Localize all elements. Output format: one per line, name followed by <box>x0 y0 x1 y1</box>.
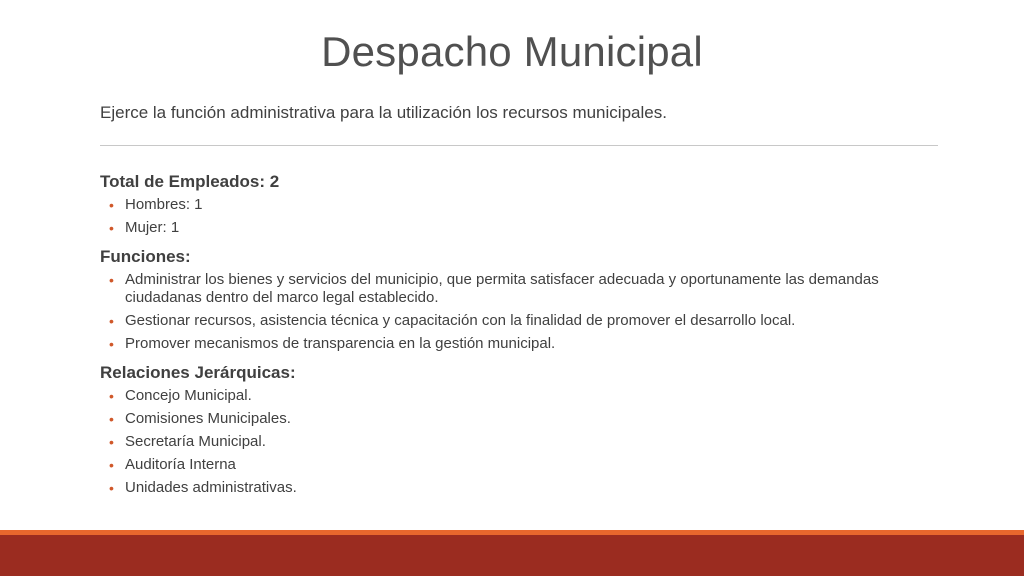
list-item-text: Unidades administrativas. <box>125 479 297 496</box>
bullet-icon: • <box>109 313 114 329</box>
slide-title: Despacho Municipal <box>321 28 703 75</box>
list-item <box>100 196 900 214</box>
bullet-icon: • <box>109 480 114 496</box>
list-item-text: Mujer: 1 <box>125 219 180 236</box>
section-heading: Total de Empleados: 2 <box>100 172 280 191</box>
list-item <box>100 271 900 307</box>
section-employees <box>100 171 900 237</box>
bullet-icon: • <box>109 272 114 288</box>
bullet-icon: • <box>109 434 114 450</box>
section-functions <box>100 246 900 353</box>
list-item-text: Secretaría Municipal. <box>125 433 266 450</box>
bullet-icon: • <box>109 336 114 352</box>
list-item-text: Comisiones Municipales. <box>125 410 291 427</box>
list-item <box>100 410 900 428</box>
bullet-icon: • <box>109 457 114 473</box>
divider-line <box>100 145 938 146</box>
list-item <box>100 387 900 405</box>
list-item-text: Concejo Municipal. <box>125 387 252 404</box>
bullet-icon: • <box>109 197 114 213</box>
bullet-icon: • <box>109 388 114 404</box>
bullet-icon: • <box>109 220 114 236</box>
list-item-text: Promover mecanismos de transparencia en la gestión municipal. <box>125 335 556 352</box>
list-item <box>100 312 900 330</box>
list-item-text: Administrar los bienes y servicios del municipio, que permita satisfacer adecuada y oportunamente las demandas ciudadanas dentro del marco legal establecido. <box>125 271 879 306</box>
slide-subtitle: Ejerce la función administrativa para la utilización los recursos municipales. <box>100 103 667 122</box>
section-hierarchy <box>100 362 900 497</box>
footer-bar <box>0 535 1024 576</box>
bullet-icon: • <box>109 411 114 427</box>
section-heading: Relaciones Jerárquicas: <box>100 363 296 382</box>
bullet-list <box>100 271 900 353</box>
list-item <box>100 219 900 237</box>
list-item <box>100 335 900 353</box>
slide-content <box>100 171 900 506</box>
list-item <box>100 479 900 497</box>
list-item <box>100 456 900 474</box>
list-item <box>100 433 900 451</box>
list-item-text: Gestionar recursos, asistencia técnica y capacitación con la finalidad de promover el desarrollo local. <box>125 312 796 329</box>
list-item-text: Hombres: 1 <box>125 196 203 213</box>
list-item-text: Auditoría Interna <box>125 456 236 473</box>
section-heading: Funciones: <box>100 247 191 266</box>
bullet-list <box>100 387 900 497</box>
bullet-list <box>100 196 900 237</box>
